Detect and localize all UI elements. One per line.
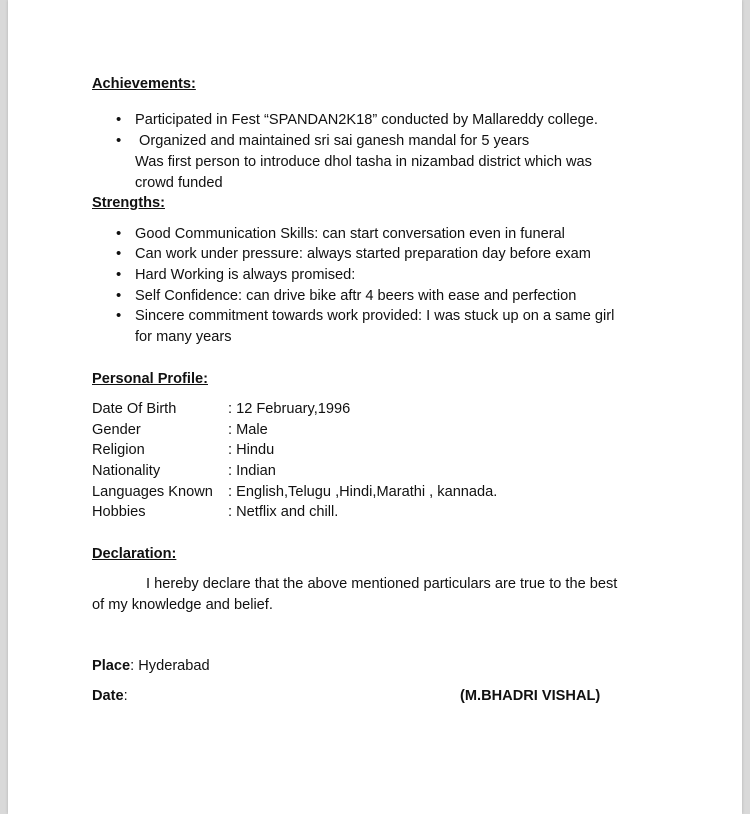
strength-item: Sincere commitment towards work provided: I was stuck up on a same girl	[135, 308, 615, 324]
achievements-heading: Achievements:	[92, 76, 196, 92]
declaration-heading: Declaration:	[92, 546, 177, 562]
place-label: Place	[92, 658, 131, 674]
profile-label: Languages Known	[92, 484, 213, 500]
strength-item: Hard Working is always promised:	[135, 267, 356, 283]
signature-name: (M.BHADRI VISHAL)	[460, 688, 601, 704]
achievement-item: Participated in Fest “SPANDAN2K18” conducted by Mallareddy college.	[135, 112, 598, 128]
profile-label: Religion	[92, 442, 145, 458]
date-line	[92, 686, 128, 706]
strengths-heading: Strengths:	[92, 195, 165, 211]
date-value: :	[123, 688, 128, 704]
place-value: : Hyderabad	[130, 658, 210, 674]
bullet-icon: •	[116, 245, 122, 262]
personal-profile-heading: Personal Profile:	[92, 371, 208, 387]
date-label: Date	[92, 688, 124, 704]
profile-label: Gender	[92, 422, 141, 438]
achievement-item: Organized and maintained sri sai ganesh mandal for 5 years	[139, 133, 530, 149]
profile-value: : Male	[228, 422, 268, 438]
bullet-icon: •	[116, 266, 122, 283]
profile-value: : Indian	[228, 463, 276, 479]
bullet-icon: •	[116, 287, 122, 304]
bullet-icon: •	[116, 307, 122, 324]
place-line	[92, 656, 210, 676]
strength-item: Good Communication Skills: can start conversation even in funeral	[135, 226, 565, 242]
achievement-continuation: crowd funded	[135, 175, 223, 191]
strength-item: Can work under pressure: always started preparation day before exam	[135, 246, 591, 262]
profile-label: Nationality	[92, 463, 161, 479]
profile-value: : English,Telugu ,Hindi,Marathi , kannada.	[228, 484, 498, 500]
profile-value: : 12 February,1996	[228, 401, 351, 417]
profile-value: : Netflix and chill.	[228, 504, 339, 520]
declaration-text: I hereby declare that the above mentioned particulars are true to the best	[146, 576, 618, 592]
profile-label: Date Of Birth	[92, 401, 177, 417]
resume-page	[8, 0, 742, 814]
bullet-icon: •	[116, 132, 122, 149]
strength-continuation: for many years	[135, 329, 232, 345]
declaration-text: of my knowledge and belief.	[92, 597, 273, 613]
bullet-icon: •	[116, 225, 122, 242]
bullet-icon: •	[116, 111, 122, 128]
achievement-continuation: Was first person to introduce dhol tasha in nizambad district which was	[135, 154, 592, 170]
strength-item: Self Confidence: can drive bike aftr 4 beers with ease and perfection	[135, 288, 577, 304]
profile-value: : Hindu	[228, 442, 275, 458]
profile-label: Hobbies	[92, 504, 146, 520]
